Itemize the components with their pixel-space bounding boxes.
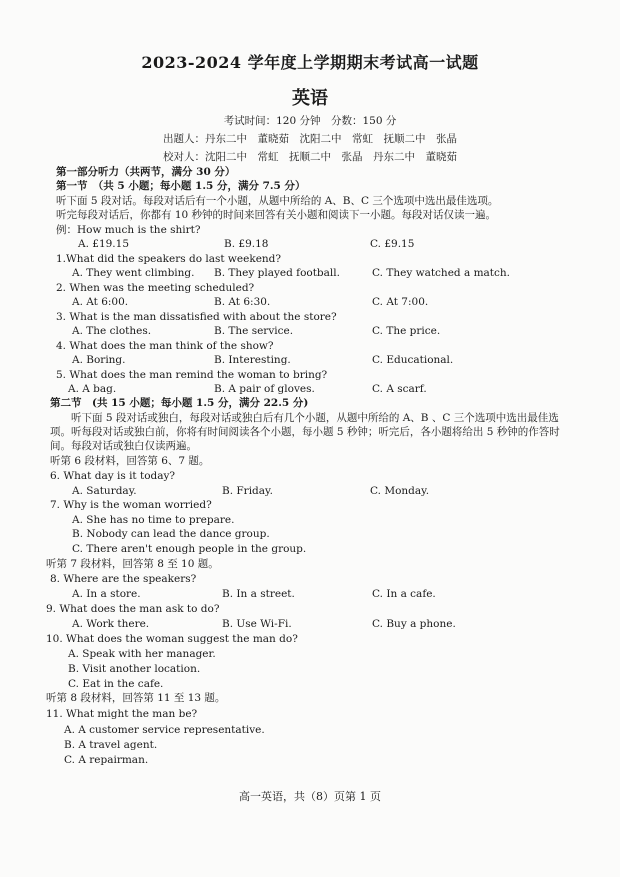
q9-option-b: B. Use Wi-Fi.	[222, 618, 292, 630]
q3-option-b: B. The service.	[214, 325, 294, 337]
q7-option-a: A. She has no time to prepare.	[72, 514, 235, 526]
authors-line: 出题人：丹东二中 董晓茹 沈阳二中 常虹 抚顺二中 张晶	[163, 133, 457, 145]
q10-option-a: A. Speak with her manager.	[68, 648, 216, 660]
q5-option-a: A. A bag.	[68, 383, 117, 395]
q3-option-c: C. The price.	[372, 325, 441, 337]
q8-option-c: C. In a cafe.	[372, 588, 436, 600]
question-5: 5. What does the man remind the woman to bring?	[56, 369, 328, 381]
proofreaders-line: 校对人：沈阳二中 常虹 抚顺二中 张晶 丹东二中 董晓茹	[163, 151, 457, 163]
listen-material-8: 听第 8 段材料，回答第 11 至 13 题。	[46, 692, 226, 704]
section1-title: 第一节 （共 5 小题；每小题 1.5 分，满分 7.5 分）	[56, 180, 306, 192]
q8-option-b: B. In a street.	[222, 588, 295, 600]
q6-option-c: C. Monday.	[370, 485, 430, 497]
part1-title: 第一部分听力（共两节，满分 30 分）	[56, 166, 236, 178]
page-footer: 高一英语，共（8）页第 1 页	[239, 790, 381, 803]
question-11: 11. What might the man be?	[46, 708, 198, 720]
q9-option-a: A. Work there.	[72, 618, 150, 630]
q7-option-b: B. Nobody can lead the dance group.	[72, 528, 270, 540]
q11-option-a: A. A customer service representative.	[64, 724, 265, 736]
q3-option-a: A. The clothes.	[72, 325, 152, 337]
q10-option-c: C. Eat in the cafe.	[68, 678, 164, 690]
q2-option-a: A. At 6:00.	[72, 296, 129, 308]
q11-option-c: C. A repairman.	[64, 754, 149, 766]
question-4: 4. What does the man think of the show?	[56, 340, 274, 352]
q2-option-c: C. At 7:00.	[372, 296, 429, 308]
exam-title: 2023-2024 学年度上学期期末考试高一试题	[141, 53, 479, 72]
question-6: 6. What day is it today?	[50, 470, 176, 482]
example-option-b: B. £9.18	[224, 238, 269, 250]
q4-option-a: A. Boring.	[72, 354, 126, 366]
question-2: 2. When was the meeting scheduled?	[56, 282, 255, 294]
q10-option-b: B. Visit another location.	[68, 663, 201, 675]
question-7: 7. Why is the woman worried?	[50, 499, 212, 511]
q1-option-c: C. They watched a match.	[372, 267, 510, 279]
example-option-c: C. £9.15	[370, 238, 415, 250]
q7-option-c: C. There aren't enough people in the group.	[72, 543, 307, 555]
q4-option-c: C. Educational.	[372, 354, 454, 366]
q11-option-b: B. A travel agent.	[64, 739, 158, 751]
question-9: 9. What does the man ask to do?	[46, 603, 220, 615]
listen-material-6: 听第 6 段材料，回答第 6、7 题。	[50, 455, 210, 467]
q6-option-b: B. Friday.	[222, 485, 273, 497]
q6-option-a: A. Saturday.	[72, 485, 137, 497]
section1-instruction-2: 听完每段对话后，你都有 10 秒钟的时间来回答有关小题和阅读下一小题。每段对话仅读一遍。	[56, 209, 497, 221]
question-8: 8. Where are the speakers?	[50, 573, 197, 585]
section2-instruction: 听下面 5 段对话或独白，每段对话或独白后有几个小题，从题中所给的 A、B 、C 三个选项中选出最佳选项。听每段对话或独白前，你将有时间阅读各个小题，每小题 5 秒钟；听完后，各小题将给出 5 秒钟的作答时间。每段对话或独白仅读两遍。	[50, 412, 560, 452]
section2-title: 第二节 (共 15 小题；每小题 1.5 分，满分 22.5 分)	[50, 397, 309, 409]
q8-option-a: A. In a store.	[72, 588, 141, 600]
example-question: 例：How much is the shirt?	[56, 224, 201, 236]
subject-title: 英语	[292, 88, 328, 109]
time-score: 考试时间：120 分钟 分数：150 分	[223, 115, 397, 127]
question-1: 1.What did the speakers do last weekend?	[56, 253, 282, 265]
listen-material-7: 听第 7 段材料，回答第 8 至 10 题。	[46, 558, 219, 570]
section1-instruction-1: 听下面 5 段对话。每段对话后有一个小题，从题中所给的 A、B、C 三个选项中选出最佳选项。	[56, 195, 499, 207]
q5-option-c: C. A scarf.	[372, 383, 427, 395]
q4-option-b: B. Interesting.	[214, 354, 291, 366]
question-3: 3. What is the man dissatisfied with about the store?	[56, 311, 337, 323]
example-option-a: A. £19.15	[78, 238, 129, 250]
q2-option-b: B. At 6:30.	[214, 296, 271, 308]
q5-option-b: B. A pair of gloves.	[214, 383, 315, 395]
q1-option-a: A. They went climbing.	[72, 267, 195, 279]
q1-option-b: B. They played football.	[214, 267, 340, 279]
q9-option-c: C. Buy a phone.	[372, 618, 456, 630]
question-10: 10. What does the woman suggest the man do?	[46, 633, 298, 645]
